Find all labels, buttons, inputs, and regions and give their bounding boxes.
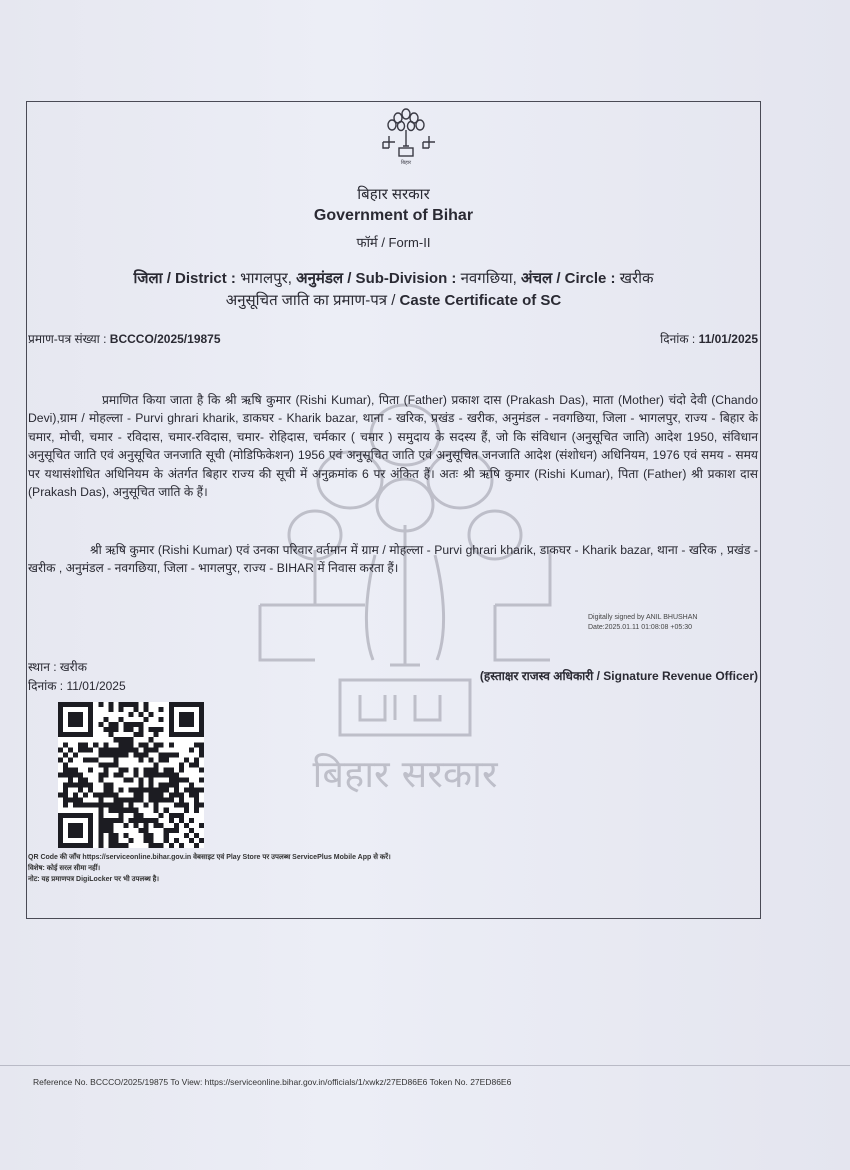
certificate-date-value: 11/01/2025: [698, 332, 758, 346]
residence-paragraph: श्री ऋषि कुमार (Rishi Kumar) एवं उनका परिवार वर्तमान में ग्राम / मोहल्ला - Purvi ghrari kharik, डाकघर - Kharik bazar, थाना - खरिक , प्रखंड - खरीक , अनुमंडल - नवगछिया, जिला - भागलपुर, राज्य - BIHAR में निवास करता हैं।: [28, 543, 758, 576]
place: स्थान : खरीक: [28, 660, 87, 674]
circle-label: अंचल / Circle :: [521, 270, 616, 287]
circle-value: खरीक: [619, 270, 654, 287]
district-label: जिला / District :: [133, 270, 236, 287]
signature-officer-label: (हस्ताक्षर राजस्व अधिकारी / Signature Revenue Officer): [479, 669, 758, 683]
digital-signature-date: Date:2025.01.11 01:08:08 +05:30: [588, 624, 692, 631]
government-title-hindi: बिहार सरकार: [357, 186, 430, 203]
form-label: फॉर्म / Form-II: [356, 235, 431, 250]
certificate-title-english: Caste Certificate of SC: [399, 292, 562, 309]
certificate-date-label: दिनांक :: [660, 332, 696, 346]
reference-line: Reference No. BCCCO/2025/19875 To View: https://serviceonline.bihar.gov.in/officials/1/xwkz/27ED86E6 Token No. 27ED86E6: [33, 1077, 512, 1087]
government-title-english: Government of Bihar: [313, 207, 474, 224]
note-line: विशेष: कोई सरल सीमा नहीं।: [28, 865, 101, 872]
bihar-emblem-icon: [375, 104, 437, 166]
certificate-title-hindi: अनुसूचित जाति का प्रमाण-पत्र /: [225, 292, 396, 309]
location-line: [26, 268, 761, 288]
qr-code: [58, 702, 204, 848]
note-line: QR Code की जाँच https://serviceonline.bihar.gov.in वेबसाइट एवं Play Store पर उपलब्ध ServicePlus Mobile App से करें।: [28, 854, 391, 861]
subdivision-label: अनुमंडल / Sub-Division :: [296, 270, 457, 287]
footer-divider: [0, 1065, 850, 1066]
certificate-number: [28, 330, 221, 347]
digital-signature-signer: Digitally signed by ANIL BHUSHAN: [588, 614, 698, 621]
certificate-number-value: BCCCO/2025/19875: [109, 332, 221, 346]
note-line: नोट: यह प्रमाणपत्र DigiLocker पर भी उपलब्ध है।: [28, 876, 160, 883]
subdivision-value: नवगछिया,: [460, 270, 517, 287]
certificate-number-label: प्रमाण-पत्र संख्या :: [28, 332, 107, 346]
certificate-title: [26, 290, 761, 310]
digital-signature: [588, 613, 697, 633]
place-date: दिनांक : 11/01/2025: [28, 679, 126, 693]
svg-text:बिहार सरकार: बिहार सरकार: [312, 752, 498, 796]
verification-notes: [28, 852, 391, 885]
svg-text:बिहार: बिहार: [400, 160, 412, 166]
certification-paragraph: प्रमाणित किया जाता है कि श्री ऋषि कुमार (Rishi Kumar), पिता (Father) प्रकाश दास (Prakash Das), माता (Mother) चंदो देवी (Chando Devi),ग्राम / मोहल्ला - Purvi ghrari kharik, डाकघर - Kharik bazar, थाना - खरिक, प्रखंड - खरीक, अनुमंडल - नवगछिया, जिला - भागलपुर, राज्य - बिहार के चमार, मोची, चमार - रविदास, चमार-रविदास, चमार- रोहिदास, चर्मकार ( चमार ) समुदाय के सदस्य हैं, जो कि संविधान (अनुसूचित जाति) आदेश 1950, संविधान अनुसूचित जाति एवं अनुसूचित जनजाति सूची (मोडिफिकेशन) 1956 एवं अनुसूचित जाति एवं अनुसूचित जनजाति आदेश (संशोधन) अधिनियम, 1976 एवं समय - समय पर यथासंशोधित अधिनियम के अंतर्गत बिहार राज्य की सूची में अनुक्रमांक 6 पर अंकित हैं। अतः श्री ऋषि कुमार (Rishi Kumar), पिता (Father) श्री प्रकाश दास (Prakash Das), अनुसूचित जाति के हैं।: [28, 393, 758, 500]
district-value: भागलपुर,: [240, 270, 292, 287]
certificate-date: [660, 330, 758, 347]
